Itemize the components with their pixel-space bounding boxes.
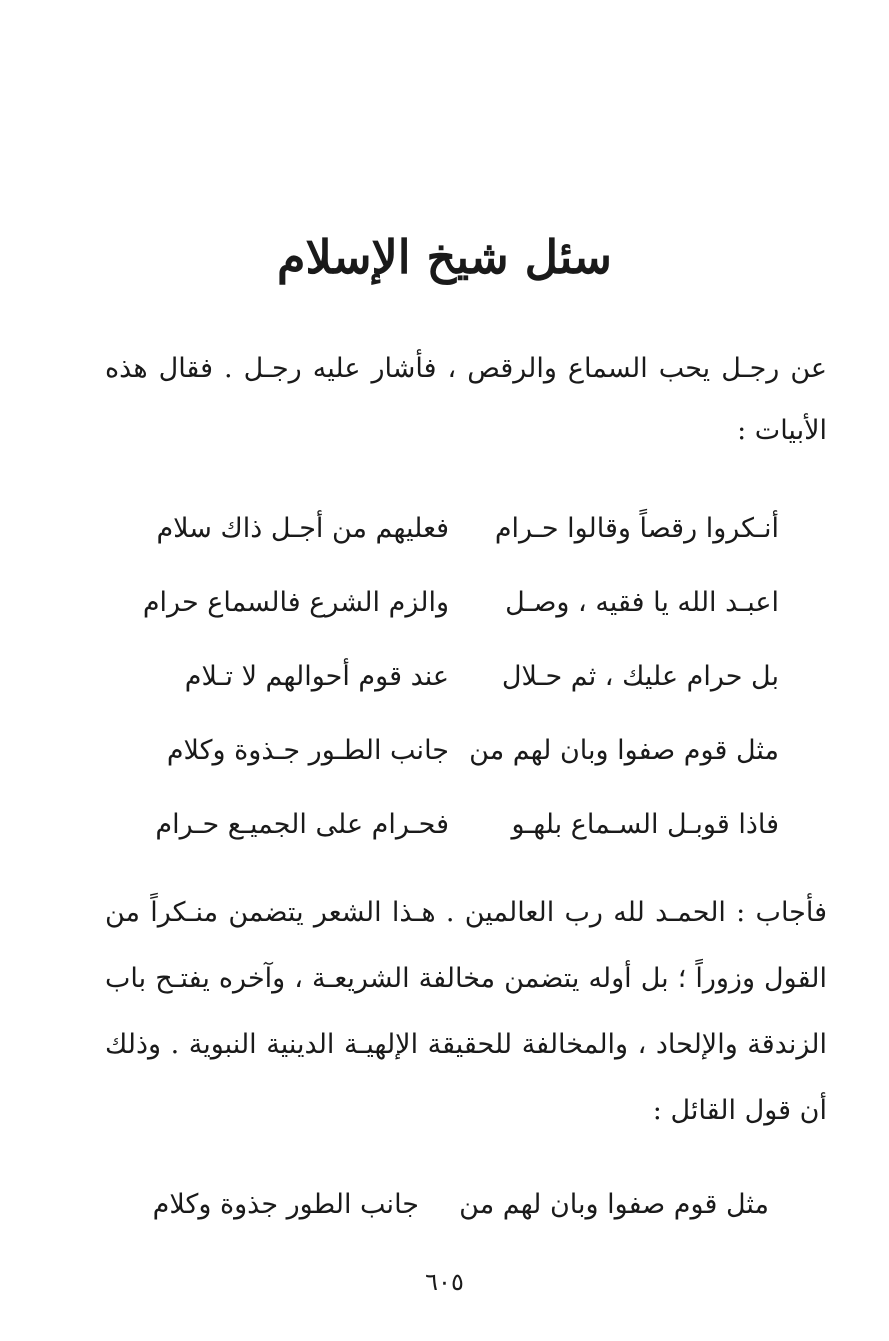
page-number: ٦٠٥ (425, 1268, 464, 1296)
verse-line (139, 492, 779, 566)
verse-line (139, 788, 779, 862)
intro-paragraph: عن رجـل يحب السماع والرقص ، فأشار عليه رجـل . فقال هذه الأبيات : (105, 353, 827, 446)
verse-line (139, 640, 779, 714)
verse-first-hemistich: اعبـد الله يا فقيه ، وصـل (505, 587, 779, 618)
quoted-verse-second-hemistich: جانب الطور جذوة وكلام (152, 1189, 419, 1220)
verse-second-hemistich: فحـرام على الجميـع حـرام (155, 809, 449, 840)
poem-verses (139, 492, 779, 862)
verse-first-hemistich: بل حرام عليك ، ثم حـلال (501, 661, 779, 692)
quoted-verse (129, 1170, 769, 1240)
quoted-verse-first-hemistich: مثل قوم صفوا وبان لهم من (459, 1189, 769, 1220)
verse-second-hemistich: عند قوم أحوالهم لا تـلام (184, 661, 449, 692)
verse-first-hemistich: أنـكروا رقصاً وقالوا حـرام (494, 513, 779, 544)
verse-line (139, 566, 779, 640)
verse-second-hemistich: فعليهم من أجـل ذاك سلام (156, 513, 449, 544)
verse-first-hemistich: مثل قوم صفوا وبان لهم من (469, 735, 779, 766)
verse-second-hemistich: والزم الشرع فالسماع حرام (142, 587, 449, 618)
page-title: سئل شيخ الإسلام (277, 230, 612, 284)
answer-paragraph: فأجاب : الحمـد لله رب العالمين . هـذا الشعر يتضمن منـكراً من القول وزوراً ؛ بل أوله يتضمن مخالفة الشريعـة ، وآخره يفتـح باب الزندقة والإلحاد ، والمخالفة للحقيقة الإلهيـة الدينية النبوية . وذلك أن قول القائل : (105, 897, 827, 1126)
verse-line (139, 714, 779, 788)
verse-first-hemistich: فاذا قوبـل السـماع بلهـو (511, 809, 779, 840)
verse-second-hemistich: جانب الطـور جـذوة وكلام (166, 735, 449, 766)
